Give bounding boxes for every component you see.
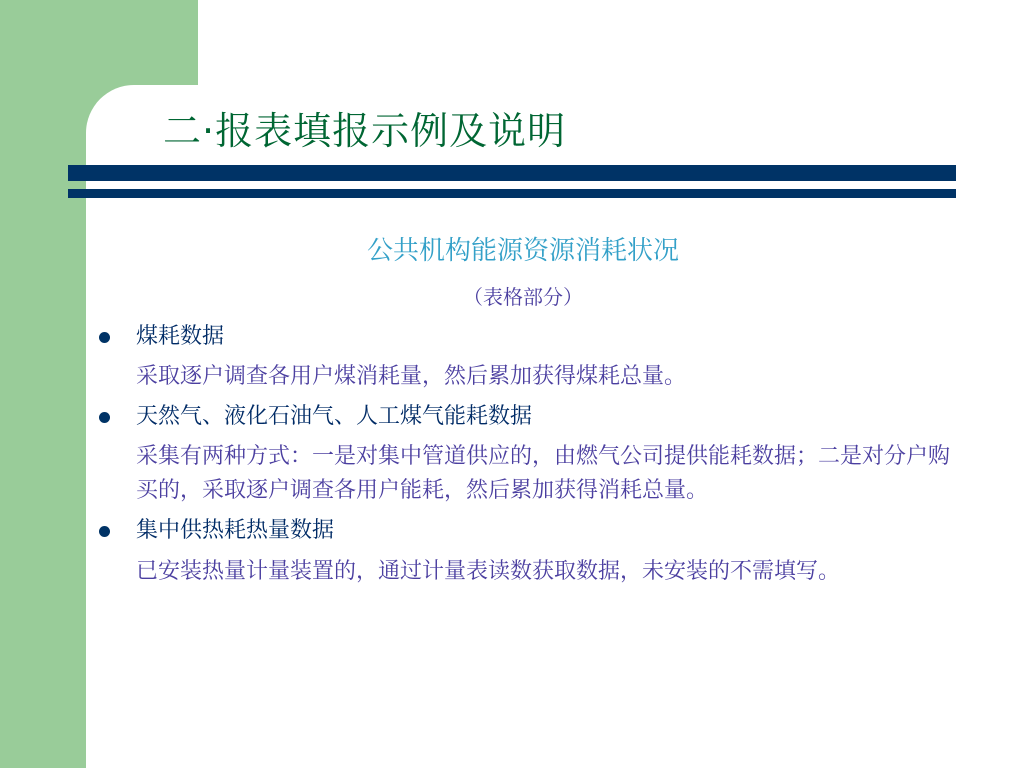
item-body: 已安装热量计量装置的，通过计量表读数获取数据，未安装的不需填写。 — [136, 559, 841, 584]
bullet-dot-icon — [99, 526, 110, 537]
item-heading: 集中供热耗热量数据 — [136, 518, 335, 543]
bullet-dot-icon — [99, 332, 110, 343]
item-heading: 煤耗数据 — [136, 324, 225, 349]
item-body: 采集有两种方式：一是对集中管道供应的，由燃气公司提供能耗数据；二是对分户购买的，采取逐户调查各用户能耗，然后累加获得消耗总量。 — [136, 444, 951, 503]
list-item — [96, 514, 956, 596]
title-rule-thin — [68, 189, 956, 198]
section-subnote: （表格部分） — [463, 285, 583, 309]
section-subtitle: 公共机构能源资源消耗状况 — [366, 236, 679, 266]
item-body: 采取逐户调查各用户煤消耗量，然后累加获得煤耗总量。 — [136, 364, 687, 389]
list-item — [96, 400, 956, 508]
list-item — [96, 320, 956, 394]
bullet-list — [96, 318, 956, 602]
title-rule-thick — [68, 165, 956, 181]
item-heading: 天然气、液化石油气、人工煤气能耗数据 — [136, 404, 533, 429]
bullet-dot-icon — [99, 412, 110, 423]
slide-title: 二·报表填报示例及说明 — [163, 109, 567, 153]
